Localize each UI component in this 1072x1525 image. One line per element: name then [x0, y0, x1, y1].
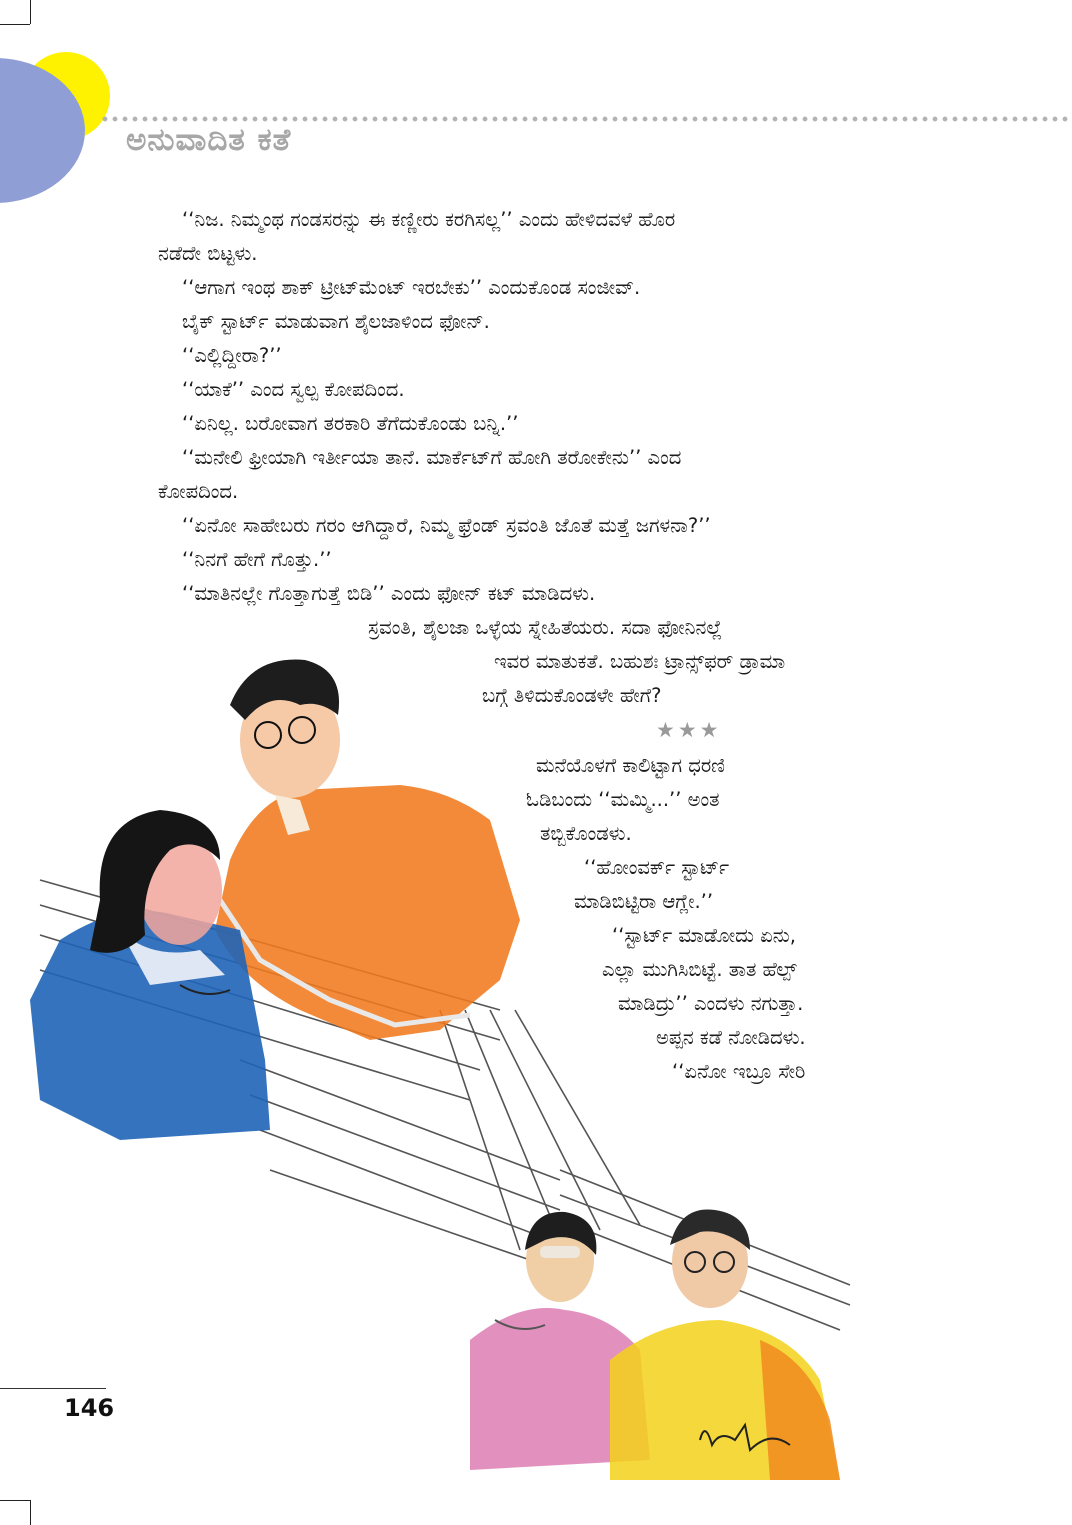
body-line: ‘‘ಮನೇಲಿ ಫ್ರೀಯಾಗಿ ಇರ್ತೀಯಾ ತಾನೆ. ಮಾರ್ಕೆಟ್‌ಗೆ ಹೋಗಿ ತರೋಕೇನು’’ ಎಂದ [182, 446, 682, 469]
body-line: ‘‘ಸ್ಟಾರ್ಟ್ ಮಾಡೋದು ಏನು, [612, 924, 796, 947]
page-number-rule [0, 1388, 106, 1389]
crop-mark-bottom-vertical [30, 1500, 31, 1525]
artist-signature [700, 1425, 790, 1450]
body-line: ‘‘ಯಾಕೆ’’ ಎಂದ ಸ್ವಲ್ಪ ಕೋಪದಿಂದ. [182, 378, 405, 401]
grandfather-figure [610, 1209, 840, 1480]
body-line: ‘‘ಆಗಾಗ ಇಂಥ ಶಾಕ್ ಟ್ರೀಟ್‌ಮೆಂಟ್ ಇರಬೇಕು’’ ಎಂದುಕೊಂಡ ಸಂಜೀವ್. [182, 276, 641, 299]
body-line: ಎಲ್ಲಾ ಮುಗಿಸಿಬಿಟ್ಟೆ. ತಾತ ಹೆಲ್ಪ್ [602, 958, 797, 981]
body-line: ಮನೆಯೊಳಗೆ ಕಾಲಿಟ್ಟಾಗ ಧರಣಿ [536, 754, 725, 777]
grandmother-figure [470, 1212, 650, 1470]
body-line: ಅಪ್ಪನ ಕಡೆ ನೋಡಿದಳು. [656, 1026, 806, 1049]
body-line: ಸ್ರವಂತಿ, ಶೈಲಜಾ ಒಳ್ಳೆಯ ಸ್ನೇಹಿತೆಯರು. ಸದಾ ಫೋನಿನಲ್ಲೆ [368, 616, 723, 639]
body-line: ಬಗ್ಗೆ ತಿಳಿದುಕೊಂಡಳೇ ಹೇಗೆ? [482, 684, 662, 707]
body-line: ಮಾಡಿದ್ರು’’ ಎಂದಳು ನಗುತ್ತಾ. [618, 992, 804, 1015]
body-line: ಇವರ ಮಾತುಕತೆ. ಬಹುಶಃ ಟ್ರಾನ್ಸ್‌ಫರ್ ಡ್ರಾಮಾ [494, 650, 786, 673]
crop-mark-top-vertical [30, 0, 31, 24]
section-break-stars: ★★★ [656, 718, 722, 742]
body-line: ‘‘ನಿನಗೆ ಹೇಗೆ ಗೊತ್ತು.’’ [182, 548, 332, 571]
section-title: ಅನುವಾದಿತ ಕತೆ [126, 122, 292, 158]
body-line: ಓಡಿಬಂದು ‘‘ಮಮ್ಮಿ...’’ ಅಂತ [526, 788, 720, 811]
body-line: ಮಾಡಿಬಿಟ್ಟಿರಾ ಆಗ್ಲೇ.’’ [574, 890, 714, 913]
body-line: ‘‘ಹೋಂವರ್ಕ್ ಸ್ಟಾರ್ಟ್ [584, 856, 730, 879]
crop-mark-bottom-horizontal [0, 1500, 30, 1501]
man-figure [215, 660, 520, 1040]
body-line: ‘‘ಏನೋ ಸಾಹೇಬರು ಗರಂ ಆಗಿದ್ದಾರೆ, ನಿಮ್ಮ ಫ್ರೆಂಡ್ ಸ್ರವಂತಿ ಜೊತೆ ಮತ್ತೆ ಜಗಳನಾ?’’ [182, 514, 711, 537]
body-line: ‘‘ಏನೋ ಇಬ್ರೂ ಸೇರಿ [672, 1060, 806, 1083]
body-line: ಕೋಪದಿಂದ. [158, 480, 239, 503]
woman-figure [30, 810, 270, 1140]
body-line: ‘‘ಮಾತಿನಲ್ಲೇ ಗೊತ್ತಾಗುತ್ತೆ ಬಿಡಿ’’ ಎಂದು ಫೋನ್ ಕಟ್ ಮಾಡಿದಳು. [182, 582, 596, 605]
body-line: ನಡೆದೇ ಬಿಟ್ಟಳು. [158, 242, 258, 265]
body-line: ತಬ್ಬಿಕೊಂಡಳು. [540, 822, 632, 845]
page-number: 146 [64, 1394, 115, 1422]
body-line: ಬೈಕ್ ಸ್ಟಾರ್ಟ್ ಮಾಡುವಾಗ ಶೈಲಜಾಳಿಂದ ಫೋನ್. [182, 310, 490, 333]
body-line: ‘‘ಏನಿಲ್ಲ. ಬರೋವಾಗ ತರಕಾರಿ ತೆಗೆದುಕೊಂಡು ಬನ್ನಿ.’’ [182, 412, 519, 435]
body-line: ‘‘ನಿಜ. ನಿಮ್ಮಂಥ ಗಂಡಸರನ್ನು ಈ ಕಣ್ಣೀರು ಕರಗಿಸಲ್ಲ’’ ಎಂದು ಹೇಳಿದವಳೆ ಹೊರ [182, 208, 676, 231]
body-line: ‘‘ಎಲ್ಲಿದ್ದೀರಾ?’’ [182, 344, 282, 367]
crop-mark-top-horizontal [0, 24, 30, 25]
